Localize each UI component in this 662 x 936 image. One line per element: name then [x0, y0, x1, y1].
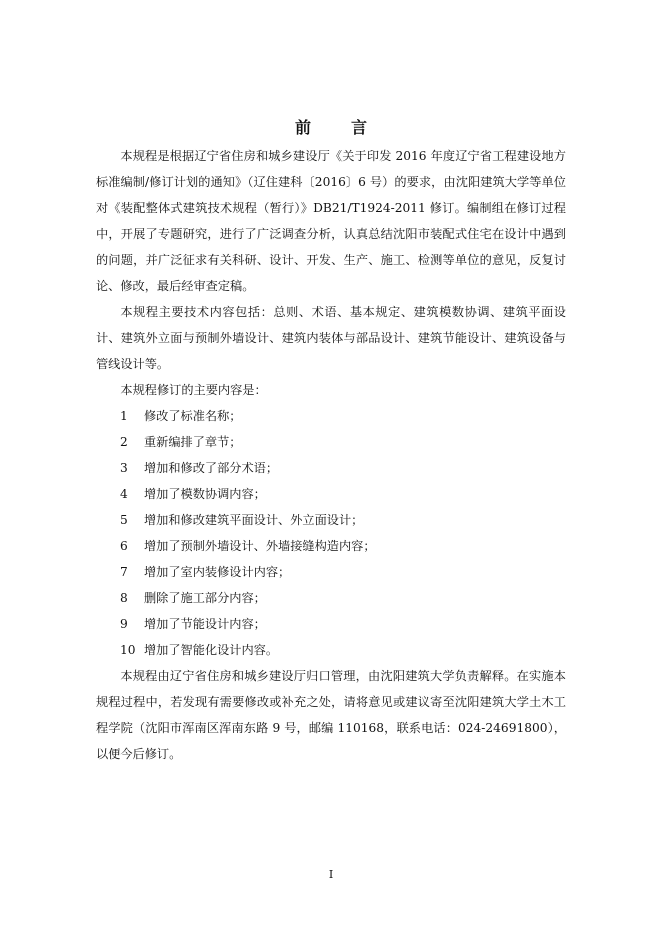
list-item-number: 5 — [120, 513, 128, 527]
intro-paragraph-3: 本规程修订的主要内容是： — [120, 383, 267, 397]
intro-paragraph-2: 本规程主要技术内容包括：总则、术语、基本规定、建筑模数协调、建筑平面设计、建筑外立面与预制外墙设计、建筑内装体与部品设计、建筑节能设计、建筑设备与管线设计等。 — [96, 305, 566, 371]
list-item-text: 增加和修改建筑平面设计、外立面设计； — [144, 513, 364, 527]
list-item-number: 3 — [120, 461, 128, 475]
intro-paragraph-1: 本规程是根据辽宁省住房和城乡建设厅《关于印发 2016 年度辽宁省工程建设地方标准编制/修订计划的通知》（辽住建科〔2016〕6 号）的要求，由沈阳建筑大学等单位对《装配整体式建筑技术规程（暂行）》DB21/T1924-2011 修订。编制组在修订过程中，开展了专题研究，进行了广泛调查分析，认真总结沈阳市装配式住宅在设计中遇到的问题，并广泛征求有关科研、设计、开发、生产、施工、检测等单位的意见，反复讨论、修改，最后经审查定稿。 — [96, 149, 566, 293]
list-item-text: 增加了节能设计内容； — [144, 617, 266, 631]
list-item — [96, 585, 566, 611]
list-item-number: 10 — [120, 643, 136, 657]
list-item — [96, 403, 566, 429]
list-item-number: 6 — [120, 539, 128, 553]
list-item-text: 增加了室内装修设计内容； — [144, 565, 291, 579]
title-part-2: 言 — [351, 118, 368, 137]
list-item — [96, 637, 566, 663]
list-item-text: 删除了施工部分内容； — [144, 591, 266, 605]
list-item-number: 8 — [120, 591, 128, 605]
closing-paragraph: 本规程由辽宁省住房和城乡建设厅归口管理，由沈阳建筑大学负责解释。在实施本规程过程中，若发现有需要修改或补充之处，请将意见或建议寄至沈阳建筑大学土木工程学院（沈阳市浑南区浑南东路 9 号，邮编 110168，联系电话：024-24691800），以便今后修订。 — [96, 669, 566, 761]
list-item-text: 增加和修改了部分术语； — [144, 461, 279, 475]
list-item-number: 7 — [120, 565, 128, 579]
list-item — [96, 533, 566, 559]
list-item — [96, 507, 566, 533]
list-item-number: 1 — [120, 409, 128, 423]
list-item — [96, 481, 566, 507]
list-item-text: 增加了智能化设计内容。 — [144, 643, 279, 657]
title-part-1: 前 — [294, 118, 311, 137]
list-item-number: 9 — [120, 617, 128, 631]
list-item — [96, 611, 566, 637]
page-number: I — [328, 868, 334, 881]
list-item-number: 4 — [120, 487, 128, 501]
list-item — [96, 429, 566, 455]
page-title — [0, 115, 662, 138]
list-item-text: 修改了标准名称； — [144, 409, 242, 423]
body-content — [96, 143, 566, 767]
revision-list — [96, 403, 566, 663]
list-item-text: 增加了模数协调内容； — [144, 487, 266, 501]
list-item-text: 增加了预制外墙设计、外墙接缝构造内容； — [144, 539, 376, 553]
list-item — [96, 559, 566, 585]
list-item-number: 2 — [120, 435, 128, 449]
list-item-text: 重新编排了章节； — [144, 435, 242, 449]
list-item — [96, 455, 566, 481]
